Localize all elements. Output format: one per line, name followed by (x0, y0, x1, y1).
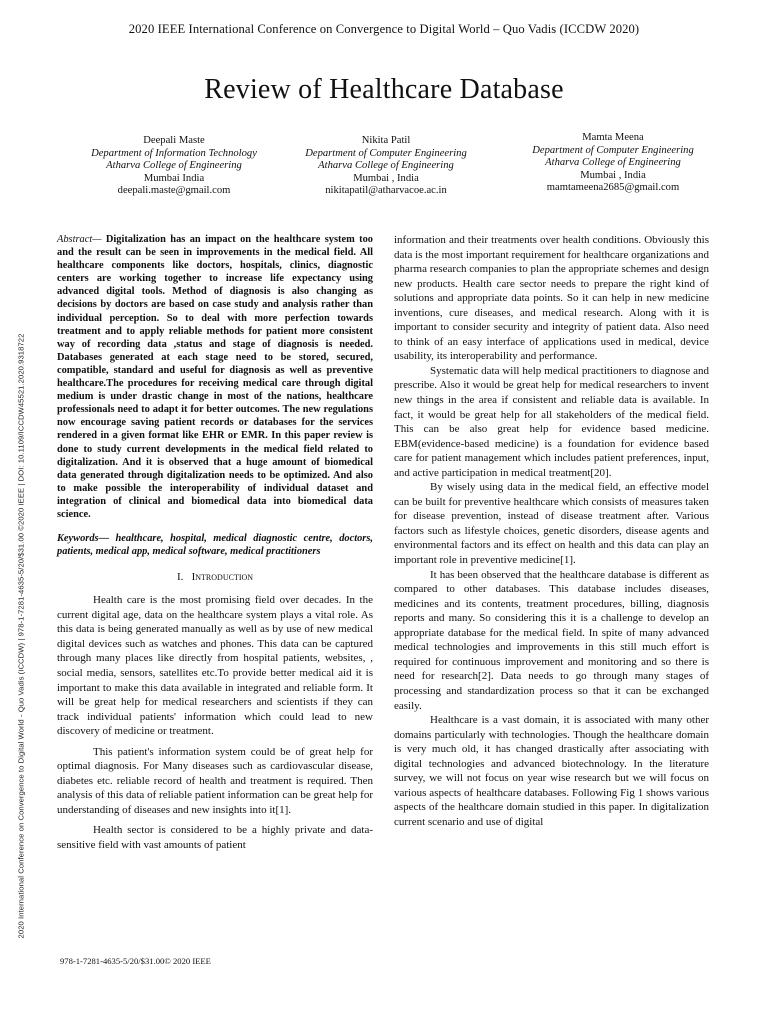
author-email[interactable]: mamtameena2685@gmail.com (546, 182, 680, 194)
right-column (394, 233, 709, 829)
section-number: I. (176, 571, 184, 584)
paragraph: Health sector is considered to be a highly private and data-sensitive field with vast amounts of patient (57, 824, 373, 851)
author-name: Nikita Patil (361, 135, 411, 146)
author-block-2 (296, 135, 476, 198)
author-email[interactable]: nikitapatil@atharvacoe.ac.in (325, 185, 447, 197)
author-college: Atharva College of Engineering (318, 160, 454, 172)
author-name: Mamta Meena (582, 132, 644, 143)
author-department: Department of Computer Engineering (305, 147, 467, 159)
author-block-1 (58, 135, 290, 198)
footer-copyright: 978-1-7281-4635-5/20/$31.00© 2020 IEEE (60, 956, 211, 966)
conference-header: 2020 IEEE International Conference on Convergence to Digital World – Quo Vadis (ICCDW 2020) (128, 22, 640, 36)
section-title: Introduction (191, 571, 254, 584)
abstract (57, 233, 373, 521)
keywords-text: healthcare, hospital, medical diagnostic centre, doctors, patients, medical app, medical software, medical practitioners (57, 533, 373, 558)
side-doi-text: 2020 International Conference on Convergence to Digital World - Quo Vadis (ICCDW) | 978-1-7281-4635-5/20/$31.00 ©2020 IEEE | DOI: 10.1109/ICCDW45521.2020.9318722 (16, 333, 26, 939)
author-location: Mumbai India (143, 172, 205, 184)
author-block-3 (506, 132, 720, 195)
abstract-text: Digitalization has an impact on the healthcare system too and the result can be seen in improvements in the medical field. All healthcare components like doctors, hospitals, clinics, diagnostic centers are working together to increase life expectancy using advanced digital tools. Method of diagnosis is also changing as decisions by doctors are based on case study and analysis rather than individual perception. So to deal with more perfection towards treatment and to apply reliable methods for patient more consistent way of recording data ,status and stage of diagnosis is needed. Databases generated at each stage need to be stored, secured, compatible, standard and useful for diagnosis as well as preventive healthcare.The procedures for receiving medical care through digital medium is under drastic change in most of the nations, healthcare professionals need to adapt it for better outcomes. The new regulations now encourage saving patient records or databases for the services rendered in a given format like EHR or EMR. In this paper review is done to study current developments in the medical field related to digitalization. And it is observed that a huge amount of biomedical data generated through digitalization needs to be optimized. And also to make possible the interoperability of individual dataset and integration of clinical and biomedical data into biomedical data science. (57, 234, 373, 520)
paragraph: Health care is the most promising field over decades. In the current digital age, data on the healthcare system plays a vital role. As this data is being generated manually as well as by use of new medical digital devices such as watches and phones. This data can be captured through many places like directly from hospital patients, websites, , social media, sensors, satellites etc.To provide better medical aid it is important to make this data available in integrated and reliable form. It will be great help for medical researchers and scientists if they can track individual patients' information which could lead to new discovery of medicine or treatment. (57, 594, 373, 738)
author-email[interactable]: deepali.maste@gmail.com (117, 185, 231, 197)
keywords (57, 532, 373, 558)
paragraph: Systematic data will help medical practitioners to diagnose and prescribe. Also it would be great help for medical researchers to invent new things in the area if consistent and reliable data is available. In fact, it would be great help for all stakeholders of the medical field. This can be also great help for evidence based medicine. EBM(evidence-based medicine) is a foundation for evidence based care for patient management which includes patient preferences, input, and active participation in medical treatment[20]. (394, 364, 709, 479)
author-location: Mumbai , India (580, 169, 646, 181)
paragraph: This patient's information system could be of great help for optimal diagnosis. For Many diseases such as cardiovascular disease, diabetes etc. reliable record of health and treatment is required. Then analysis of this data of reliable patient information can be great help for understanding of diseases and new insights into it[1]. (57, 745, 373, 816)
section-heading-introduction (57, 571, 373, 583)
paragraph: It has been observed that the healthcare database is different as compared to other databases. This database includes diseases, medicines and its contents, treatment procedures, billing, diagnosis reports and many. So considering this it is a challenge to develop an appropriate database for the medical field. In spite of many advanced medical technologies and improvements in this still much effort is required for continuous improvement and monitoring and so there is need for research[2]. Data needs to go through many stages of processing and standardization process so that it can be exchanged easily. (394, 568, 709, 712)
paper-title: Review of Healthcare Database (204, 74, 564, 105)
keywords-label: Keywords— (57, 533, 109, 545)
side-doi-stamp (16, 262, 26, 1010)
paragraph: By wisely using data in the medical field, an effective model can be built for preventive healthcare which consists of measures taken for disease prevention, instead of disease treatment after. Various factors such as lifestyle choices, genetic disorders, disease agents and environmental factors and its effect on health and this data can play an important role in preventive medicine[1]. (394, 481, 709, 567)
author-college: Atharva College of Engineering (545, 157, 681, 169)
author-name: Deepali Maste (143, 135, 205, 146)
left-column (57, 233, 373, 853)
abstract-label: Abstract— (57, 234, 102, 245)
paragraph: Healthcare is a vast domain, it is associated with many other domains particularly with technologies. Though the healthcare domain is very much old, it has changed drastically after associating with digital technologies and advanced biotechnology. In the literature survey, we will not focus on year wise research but we will focus on various aspects of healthcare databases. Following Fig 1 shows various aspects of the healthcare domain studied in this paper. In digitalization current scenario and use of digital (394, 714, 709, 828)
author-department: Department of Computer Engineering (532, 144, 694, 156)
author-college: Atharva College of Engineering (106, 160, 242, 172)
author-location: Mumbai , India (353, 172, 419, 184)
paragraph: information and their treatments over health conditions. Obviously this data is the most important requirement for healthcare organizations and pharma research companies to plan the appropriate schemes and design new products. Health care sector needs to prepare the right kind of solutions and appropriate data points. So it can help in new medicine inventions, cure diseases, and medical research. Along with it is important to consider security and integrity of patient data. Also need to think of an easy interface of applications used in medical, device usability, its interoperability and performance. (394, 234, 709, 363)
author-department: Department of Information Technology (91, 147, 257, 159)
